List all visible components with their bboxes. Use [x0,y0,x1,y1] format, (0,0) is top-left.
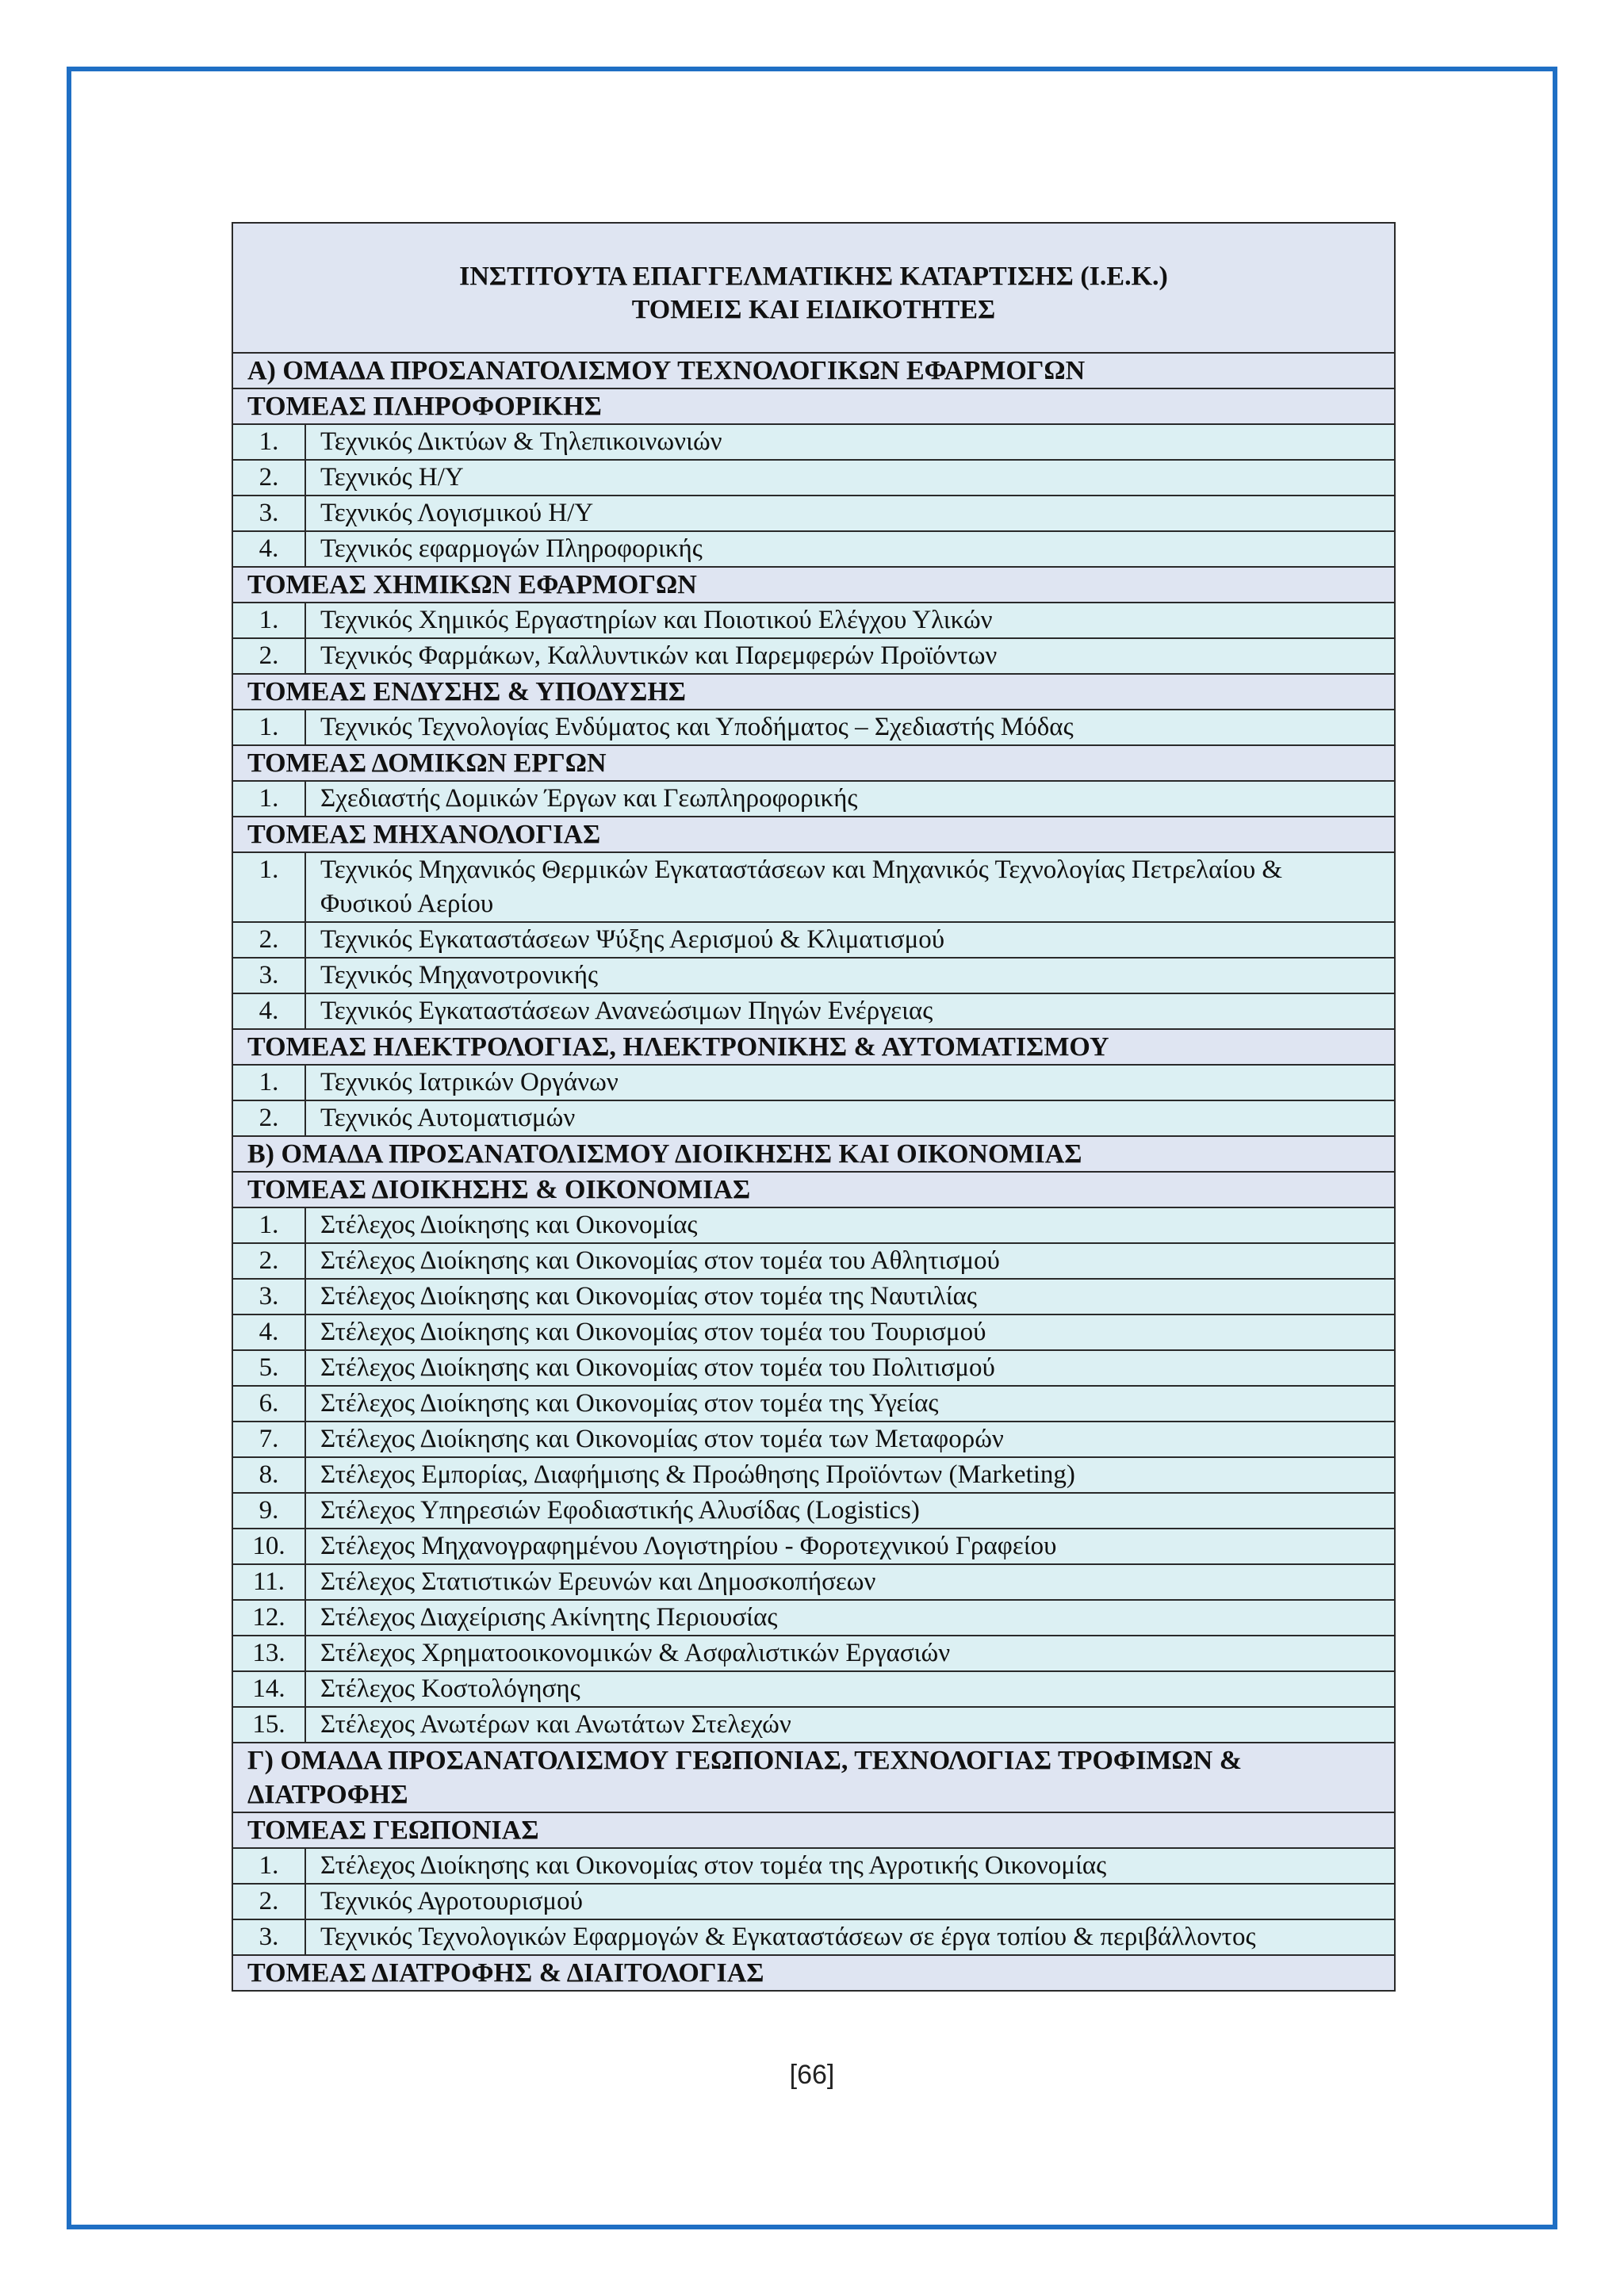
item-number: 1. [232,1848,305,1884]
item-number: 1. [232,710,305,745]
item-specialty: Στέλεχος Διοίκησης και Οικονομίας στον τομέα του Πολιτισμού [305,1350,1395,1386]
sector-heading: ΤΟΜΕΑΣ ΗΛΕΚΤΡΟΛΟΓΙΑΣ, ΗΛΕΚΤΡΟΝΙΚΗΣ & ΑΥΤΟΜΑΤΙΣΜΟΥ [232,1029,1395,1065]
item-number: 3. [232,958,305,993]
table-row [232,496,1395,531]
table-row [232,1386,1395,1422]
table-row [232,1457,1395,1493]
table-row [232,1493,1395,1529]
item-number: 8. [232,1457,305,1493]
group-heading-row [232,353,1395,388]
group-heading: Β) ΟΜΑΔΑ ΠΡΟΣΑΝΑΤΟΛΙΣΜΟΥ ΔΙΟΙΚΗΣΗΣ ΚΑΙ ΟΙΚΟΝΟΜΙΑΣ [232,1136,1395,1172]
table-row [232,1422,1395,1457]
sector-heading-row [232,388,1395,424]
table-row [232,1919,1395,1955]
table-title-row [232,223,1395,353]
item-specialty: Στέλεχος Διοίκησης και Οικονομίας στον τομέα της Υγείας [305,1386,1395,1422]
table-body [232,223,1395,1991]
sector-heading-row [232,1029,1395,1065]
table-row [232,424,1395,460]
table-row [232,781,1395,817]
item-number: 1. [232,1207,305,1243]
sector-heading: ΤΟΜΕΑΣ ΔΙΑΤΡΟΦΗΣ & ΔΙΑΙΤΟΛΟΓΙΑΣ [232,1955,1395,1991]
item-specialty: Στέλεχος Διοίκησης και Οικονομίας στον τομέα της Αγροτικής Οικονομίας [305,1848,1395,1884]
sector-heading: ΤΟΜΕΑΣ ΕΝΔΥΣΗΣ & ΥΠΟΔΥΣΗΣ [232,674,1395,710]
table-title-line-2: ΤΟΜΕΙΣ ΚΑΙ ΕΙΔΙΚΟΤΗΤΕΣ [631,295,996,324]
sector-heading: ΤΟΜΕΑΣ ΔΟΜΙΚΩΝ ΕΡΓΩΝ [232,745,1395,781]
table-row [232,1350,1395,1386]
item-number: 4. [232,531,305,567]
item-specialty: Στέλεχος Εμπορίας, Διαφήμισης & Προώθησης Προϊόντων (Marketing) [305,1457,1395,1493]
group-heading: Γ) ΟΜΑΔΑ ΠΡΟΣΑΝΑΤΟΛΙΣΜΟΥ ΓΕΩΠΟΝΙΑΣ, ΤΕΧΝΟΛΟΓΙΑΣ ΤΡΟΦΙΜΩΝ & ΔΙΑΤΡΟΦΗΣ [232,1743,1395,1812]
table-row [232,531,1395,567]
item-specialty: Τεχνικός Δικτύων & Τηλεπικοινωνιών [305,424,1395,460]
item-number: 2. [232,638,305,674]
item-specialty: Στέλεχος Διοίκησης και Οικονομίας [305,1207,1395,1243]
item-specialty: Σχεδιαστής Δομικών Έργων και Γεωπληροφορικής [305,781,1395,817]
sector-heading-row [232,1812,1395,1848]
item-specialty: Τεχνικός εφαρμογών Πληροφορικής [305,531,1395,567]
table-row [232,1707,1395,1743]
item-specialty: Στέλεχος Διοίκησης και Οικονομίας στον τομέα του Αθλητισμού [305,1243,1395,1279]
item-number: 11. [232,1564,305,1600]
item-number: 6. [232,1386,305,1422]
item-specialty: Τεχνικός Αγροτουρισμού [305,1884,1395,1919]
table-row [232,1884,1395,1919]
sector-heading-row [232,567,1395,603]
sector-heading-row [232,1172,1395,1207]
table-row [232,1065,1395,1100]
item-number: 10. [232,1529,305,1564]
item-number: 13. [232,1636,305,1671]
item-specialty: Στέλεχος Ανωτέρων και Ανωτάτων Στελεχών [305,1707,1395,1743]
table-row [232,993,1395,1029]
item-specialty: Τεχνικός Φαρμάκων, Καλλυντικών και Παρεμφερών Προϊόντων [305,638,1395,674]
table-row [232,1600,1395,1636]
table-row [232,922,1395,958]
item-specialty: Τεχνικός Μηχανοτρονικής [305,958,1395,993]
sector-heading-row [232,1955,1395,1991]
sector-heading: ΤΟΜΕΑΣ ΔΙΟΙΚΗΣΗΣ & ΟΙΚΟΝΟΜΙΑΣ [232,1172,1395,1207]
item-specialty: Τεχνικός Ιατρικών Οργάνων [305,1065,1395,1100]
item-specialty: Τεχνικός Λογισμικού Η/Υ [305,496,1395,531]
table-title-cell [232,223,1395,353]
item-specialty: Τεχνικός Εγκαταστάσεων Ψύξης Αερισμού & Κλιματισμού [305,922,1395,958]
item-specialty: Τεχνικός Εγκαταστάσεων Ανανεώσιμων Πηγών Ενέργειας [305,993,1395,1029]
item-specialty: Στέλεχος Διοίκησης και Οικονομίας στον τομέα των Μεταφορών [305,1422,1395,1457]
item-specialty: Τεχνικός Αυτοματισμών [305,1100,1395,1136]
sector-heading: ΤΟΜΕΑΣ ΓΕΩΠΟΝΙΑΣ [232,1812,1395,1848]
item-number: 12. [232,1600,305,1636]
item-specialty: Στέλεχος Στατιστικών Ερευνών και Δημοσκοπήσεων [305,1564,1395,1600]
table-row [232,1314,1395,1350]
item-number: 9. [232,1493,305,1529]
specialties-table [232,222,1396,1992]
item-specialty: Τεχνικός Τεχνολογίας Ενδύματος και Υποδήματος – Σχεδιαστής Μόδας [305,710,1395,745]
item-specialty: Τεχνικός Χημικός Εργαστηρίων και Ποιοτικού Ελέγχου Υλικών [305,603,1395,638]
group-heading-row [232,1136,1395,1172]
item-number: 2. [232,460,305,496]
item-number: 1. [232,852,305,922]
sector-heading: ΤΟΜΕΑΣ ΧΗΜΙΚΩΝ ΕΦΑΡΜΟΓΩΝ [232,567,1395,603]
item-specialty: Στέλεχος Χρηματοοικονομικών & Ασφαλιστικών Εργασιών [305,1636,1395,1671]
table-row [232,852,1395,922]
page-number: [66] [789,2060,835,2090]
table-row [232,638,1395,674]
table-row [232,1100,1395,1136]
item-number: 4. [232,1314,305,1350]
item-specialty: Στέλεχος Μηχανογραφημένου Λογιστηρίου - Φοροτεχνικού Γραφείου [305,1529,1395,1564]
table-title-line-1: ΙΝΣΤΙΤΟΥΤΑ ΕΠΑΓΓΕΛΜΑΤΙΚΗΣ ΚΑΤΑΡΤΙΣΗΣ (Ι.Ε.Κ.) [459,262,1168,291]
table-row [232,460,1395,496]
item-number: 4. [232,993,305,1029]
sector-heading-row [232,745,1395,781]
item-specialty: Στέλεχος Υπηρεσιών Εφοδιαστικής Αλυσίδας (Logistics) [305,1493,1395,1529]
item-number: 1. [232,1065,305,1100]
item-specialty: Στέλεχος Διοίκησης και Οικονομίας στον τομέα της Ναυτιλίας [305,1279,1395,1314]
item-number: 2. [232,922,305,958]
item-number: 2. [232,1243,305,1279]
item-number: 2. [232,1884,305,1919]
item-specialty: Τεχνικός Μηχανικός Θερμικών Εγκαταστάσεων και Μηχανικός Τεχνολογίας Πετρελαίου & Φυσικού Αερίου [305,852,1395,922]
sector-heading-row [232,817,1395,852]
table-row [232,1279,1395,1314]
item-number: 7. [232,1422,305,1457]
item-number: 5. [232,1350,305,1386]
sector-heading-row [232,674,1395,710]
item-number: 15. [232,1707,305,1743]
sector-heading: ΤΟΜΕΑΣ ΠΛΗΡΟΦΟΡΙΚΗΣ [232,388,1395,424]
group-heading: Α) ΟΜΑΔΑ ΠΡΟΣΑΝΑΤΟΛΙΣΜΟΥ ΤΕΧΝΟΛΟΓΙΚΩΝ ΕΦΑΡΜΟΓΩΝ [232,353,1395,388]
item-number: 1. [232,781,305,817]
item-specialty: Τεχνικός Τεχνολογικών Εφαρμογών & Εγκαταστάσεων σε έργα τοπίου & περιβάλλοντος [305,1919,1395,1955]
table-row [232,1529,1395,1564]
item-number: 1. [232,603,305,638]
table-row [232,1243,1395,1279]
item-number: 3. [232,1919,305,1955]
item-specialty: Στέλεχος Διαχείρισης Ακίνητης Περιουσίας [305,1600,1395,1636]
item-specialty: Τεχνικός Η/Υ [305,460,1395,496]
item-number: 1. [232,424,305,460]
item-number: 3. [232,1279,305,1314]
item-specialty: Στέλεχος Κοστολόγησης [305,1671,1395,1707]
table-row [232,1207,1395,1243]
sector-heading: ΤΟΜΕΑΣ ΜΗΧΑΝΟΛΟΓΙΑΣ [232,817,1395,852]
item-specialty: Στέλεχος Διοίκησης και Οικονομίας στον τομέα του Τουρισμού [305,1314,1395,1350]
group-heading-row [232,1743,1395,1812]
table-row [232,1636,1395,1671]
table-row [232,603,1395,638]
table-row [232,1848,1395,1884]
item-number: 2. [232,1100,305,1136]
table-row [232,1671,1395,1707]
item-number: 14. [232,1671,305,1707]
table-row [232,1564,1395,1600]
table-row [232,958,1395,993]
item-number: 3. [232,496,305,531]
table-row [232,710,1395,745]
